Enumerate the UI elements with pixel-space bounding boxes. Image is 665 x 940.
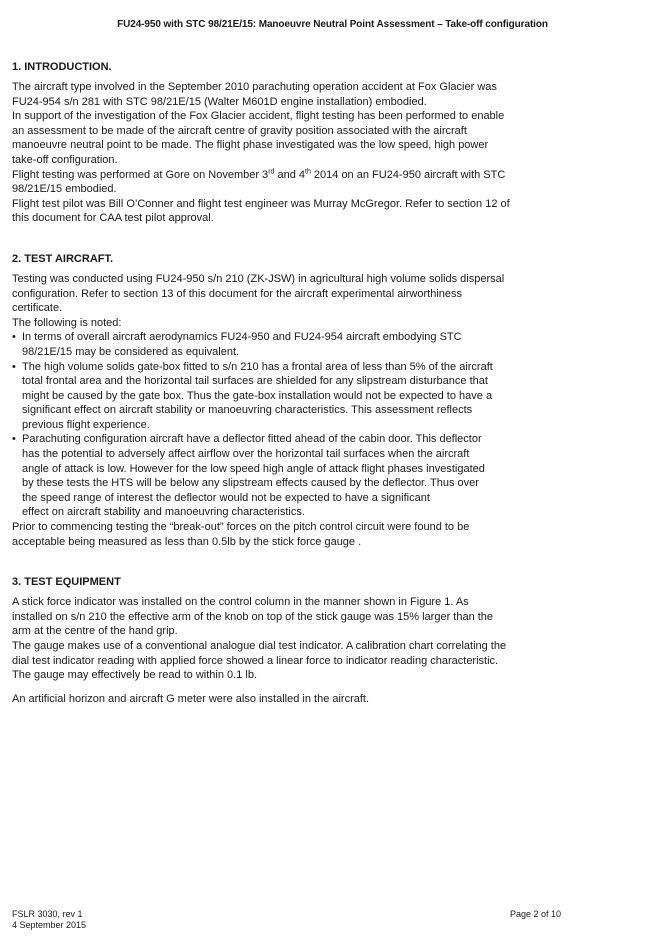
bullet-line: angle of attack is low. However for the low speed high angle of attack flight phases investigated — [22, 462, 485, 475]
bullet-marker: • — [12, 433, 16, 446]
bullet-line: might be caused by the gate box. Thus the gate-box installation would not be expected to have a — [22, 389, 493, 402]
section-test-aircraft — [12, 252, 655, 549]
bullet-item — [12, 432, 655, 520]
paragraph-line: take-off configuration. — [12, 153, 118, 166]
paragraph-line: The gauge may effectively be read to within 0.1 lb. — [12, 669, 257, 682]
paragraph-line: The gauge makes use of a conventional analogue dial test indicator. A calibration chart correlating the — [12, 640, 507, 652]
paragraph-line: Flight test pilot was Bill O’Conner and flight test engineer was Murray McGregor. Refer to section 12 of — [12, 197, 510, 210]
section-introduction — [12, 60, 655, 226]
text-run: 2014 on an FU24-950 aircraft with STC — [310, 168, 506, 181]
paragraph-line: this document for CAA test pilot approval. — [12, 212, 214, 225]
paragraph-line: manoeuvre neutral point to be made. The flight phase investigated was the low speed, high power — [12, 139, 489, 152]
bullet-line: significant effect on aircraft stability or manoeuvring characteristics. This assessment reflects — [22, 404, 473, 417]
bullet-item — [12, 360, 655, 433]
document-reference: FSLR 3030, rev 1 — [12, 909, 83, 919]
bullet-line — [12, 330, 655, 345]
text-run: Flight testing was performed at Gore on November 3 — [12, 168, 269, 181]
bullet-marker: • — [12, 360, 16, 373]
section-test-equipment — [12, 575, 655, 706]
paragraph-line: An artificial horizon and aircraft G meter were also installed in the aircraft. — [12, 692, 370, 705]
paragraph-line — [12, 168, 655, 183]
bullet-line: effect on aircraft stability and manoeuvring characteristics. — [22, 506, 305, 519]
paragraph-line: In support of the investigation of the Fox Glacier accident, flight testing has been performed to enable — [12, 110, 505, 123]
bullet-line — [12, 360, 655, 375]
paragraph-line: The aircraft type involved in the September 2010 parachuting operation accident at Fox Glacier was — [12, 81, 497, 93]
section-heading: 1. INTRODUCTION. — [12, 61, 112, 73]
paragraph-line: an assessment to be made of the aircraft centre of gravity position associated with the aircraft — [12, 124, 467, 137]
ordinal-suffix: th — [305, 167, 311, 175]
section-heading: 3. TEST EQUIPMENT — [12, 576, 121, 589]
paragraph-line: Prior to commencing testing the “break-out” forces on the pitch control circuit were found to be — [12, 521, 470, 534]
page-header: FU24-950 with STC 98/21E/15: Manoeuvre Neutral Point Assessment – Take-off configuration — [117, 19, 548, 30]
paragraph-line: dial test indicator reading with applied force showed a linear force to indicator reading characteristic. — [12, 654, 499, 667]
section-heading: 2. TEST AIRCRAFT. — [12, 252, 114, 265]
text-run: and 4 — [274, 168, 306, 181]
bullet-line: total frontal area and the horizontal tail surfaces are shielded for any slipstream disturbance that — [22, 375, 488, 388]
document-date: 4 September 2015 — [12, 920, 87, 930]
page-number: Page 2 of 10 — [510, 909, 562, 919]
paragraph-line: arm at the centre of the hand grip. — [12, 625, 178, 638]
paragraph-line: Testing was conducted using FU24-950 s/n 210 (ZK-JSW) in agricultural high volume solids dispersal — [12, 272, 505, 285]
bullet-line: previous flight experience. — [22, 418, 150, 431]
paragraph-line: acceptable being measured as less than 0.5lb by the stick force gauge . — [12, 535, 362, 548]
bullet-text: In terms of overall aircraft aerodynamics FU24-950 and FU24-954 aircraft embodying STC — [22, 331, 462, 344]
bullet-text: Parachuting configuration aircraft have a deflector fitted ahead of the cabin door. This deflector — [22, 433, 482, 446]
bullet-line — [12, 432, 655, 447]
bullet-line: by these tests the HTS will be below any slipstream effects caused by the deflector. Thus over — [22, 477, 479, 490]
paragraph-line: The following is noted: — [12, 316, 122, 329]
bullet-line: 98/21E/15 may be considered as equivalent. — [22, 345, 240, 358]
paragraph-line: FU24-954 s/n 281 with STC 98/21E/15 (Walter M601D engine installation) embodied. — [12, 95, 427, 108]
bullet-item — [12, 330, 655, 359]
paragraph-line: certificate. — [12, 302, 63, 315]
paragraph-line: installed on s/n 210 the effective arm of the knob on top of the stick gauge was 15% larger than the — [12, 610, 494, 623]
page-footer — [12, 909, 655, 931]
ordinal-suffix: rd — [268, 167, 275, 175]
bullet-marker: • — [12, 331, 16, 344]
bullet-text: The high volume solids gate-box fitted to s/n 210 has a frontal area of less than 5% of the aircraft — [22, 360, 493, 373]
bullet-line: the speed range of interest the deflector would not be expected to have a significant — [22, 491, 430, 504]
bullet-line: has the potential to adversely affect airflow over the horizontal tail surfaces when the aircraft — [22, 448, 470, 461]
paragraph-line: configuration. Refer to section 13 of this document for the aircraft experimental airworthiness — [12, 287, 463, 300]
document-body — [12, 60, 655, 706]
paragraph-line: A stick force indicator was installed on the control column in the manner shown in Figure 1. As — [12, 596, 469, 609]
paragraph-line: 98/21E/15 embodied. — [12, 183, 117, 196]
